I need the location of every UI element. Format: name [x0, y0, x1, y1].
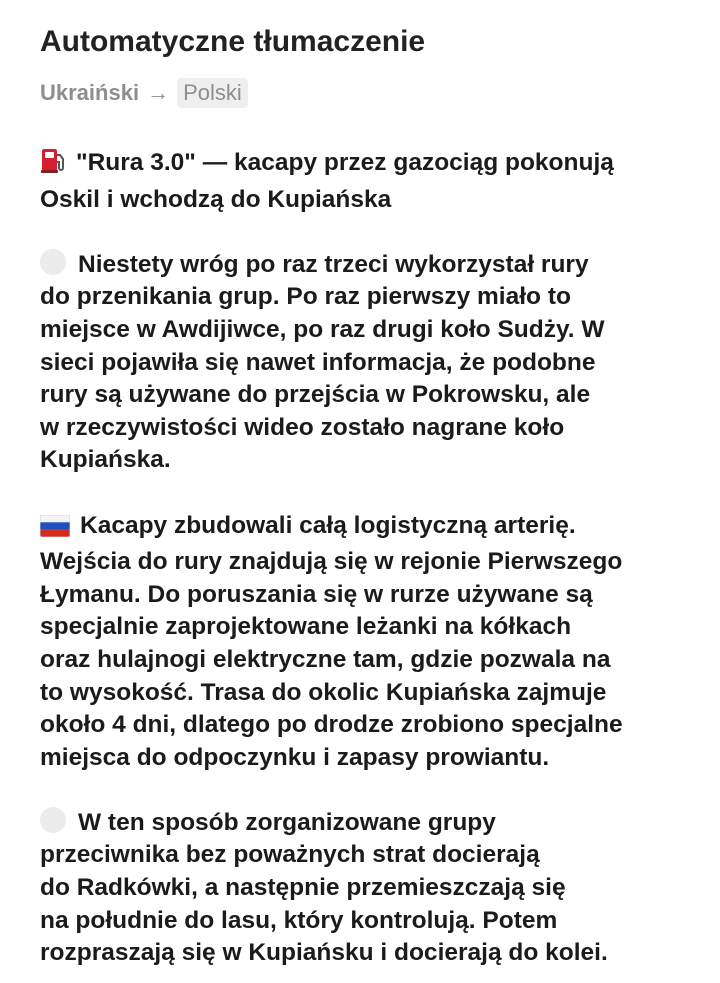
paragraph-2-line-1: Niestety wróg po raz trzeci wykorzystał rury	[78, 250, 589, 278]
fuel-pump-icon	[40, 146, 66, 184]
white-circle-icon	[40, 807, 66, 833]
paragraph-2-line-2: do przenikania grup. Po raz pierwszy miało to	[40, 283, 571, 311]
arrow-right-icon: →	[147, 80, 170, 105]
paragraph-3-line-5: oraz hulajnogi elektryczne tam, gdzie pozwala na	[40, 645, 611, 673]
paragraph-3-line-4: specjalnie zaprojektowane leżanki na kółkach	[40, 613, 572, 641]
paragraph-2-line-7: Kupiańska.	[40, 446, 171, 474]
translation-panel	[40, 22, 710, 970]
paragraph-2-line-3: miejsce w Awdijiwce, po raz drugi koło Sudży. W	[40, 315, 605, 343]
paragraph-1	[40, 146, 710, 216]
paragraph-3-line-8: miejsca do odpoczynku i zapasy prowiantu.	[40, 743, 550, 771]
paragraph-2-line-4: sieci pojawiła się nawet informacja, że podobne	[40, 348, 596, 376]
page-title: Automatyczne tłumaczenie	[40, 25, 426, 58]
source-language[interactable]: Ukraiński	[40, 80, 140, 105]
paragraph-4	[40, 807, 710, 970]
paragraph-4-line-1: W ten sposób zorganizowane grupy	[78, 808, 496, 836]
paragraph-3-line-1: Kacapy zbudowali całą logistyczną arterię.	[80, 511, 576, 539]
paragraph-4-line-5: rozpraszają się w Kupiańsku i docierają do kolei.	[40, 939, 608, 967]
paragraph-3-line-3: Łymanu. Do poruszania się w rurze używane są	[40, 580, 593, 608]
translated-post	[40, 146, 710, 970]
paragraph-2-line-6: w rzeczywistości wideo zostało nagrane koło	[40, 413, 565, 441]
language-selector	[40, 76, 710, 110]
paragraph-1-line-2: Oskil i wchodzą do Kupiańska	[40, 185, 392, 213]
paragraph-3-line-2: Wejścia do rury znajdują się w rejonie Pierwszego	[40, 548, 623, 576]
paragraph-3	[40, 510, 710, 775]
paragraph-3-line-6: to wysokość. Trasa do okolic Kupiańska zajmuje	[40, 678, 607, 706]
russia-flag-icon	[40, 514, 70, 547]
paragraph-1-line-1: "Rura 3.0" — kacapy przez gazociąg pokonują	[76, 149, 614, 176]
paragraph-2-line-5: rury są używane do przejścia w Pokrowsku, ale	[40, 381, 591, 409]
paragraph-4-line-3: do Radkówki, a następnie przemieszczają się	[40, 874, 566, 902]
paragraph-3-line-7: około 4 dni, dlatego po drodze zrobiono specjalne	[40, 711, 623, 739]
paragraph-4-line-2: przeciwnika bez poważnych strat docierają	[40, 841, 540, 869]
white-circle-icon	[40, 249, 66, 275]
paragraph-2	[40, 249, 710, 477]
paragraph-4-line-4: na południe do lasu, który kontrolują. Potem	[40, 906, 558, 934]
target-language[interactable]: Polski	[177, 78, 248, 108]
